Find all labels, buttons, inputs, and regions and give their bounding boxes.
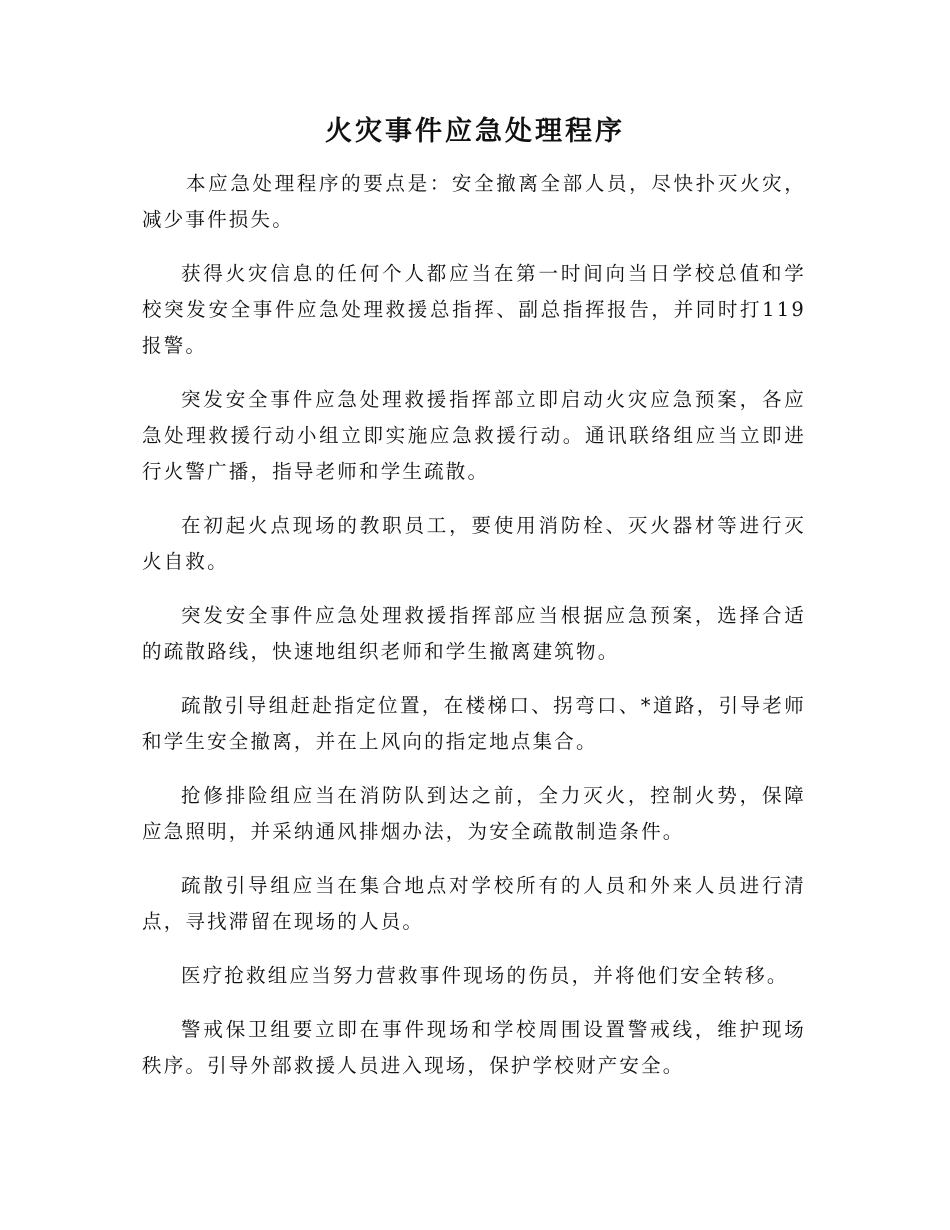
paragraph-self-rescue: 在初起火点现场的教职员工，要使用消防栓、灭火器材等进行灭火自救。: [142, 514, 806, 573]
paragraph-headcount: 疏散引导组应当在集合地点对学校所有的人员和外来人员进行清点，寻找滞留在现场的人员。: [142, 874, 806, 933]
paragraph-security: 警戒保卫组要立即在事件现场和学校周围设置警戒线，维护现场秩序。引导外部救援人员进入现场，保护学校财产安全。: [142, 1018, 806, 1077]
document-title: 火灾事件应急处理程序: [325, 116, 625, 147]
paragraph-evacuation-route: 突发安全事件应急处理救援指挥部应当根据应急预案，选择合适的疏散路线，快速地组织老师和学生撤离建筑物。: [142, 604, 806, 663]
paragraph-medical: 医疗抢救组应当努力营救事件现场的伤员，并将他们安全转移。: [181, 964, 789, 987]
paragraph-intro: 本应急处理程序的要点是：安全撤离全部人员，尽快扑灭火灾，减少事件损失。: [142, 172, 806, 231]
paragraph-repair: 抢修排险组应当在消防队到达之前，全力灭火，控制火势，保障应急照明，并采纳通风排烟办法，为安全疏散制造条件。: [142, 784, 806, 843]
paragraph-report: 获得火灾信息的任何个人都应当在第一时间向当日学校总值和学校突发安全事件应急处理救援总指挥、副总指挥报告，并同时打119报警。: [142, 262, 806, 357]
document-body: [142, 166, 806, 1102]
paragraph-command: 突发安全事件应急处理救援指挥部立即启动火灾应急预案，各应急处理救援行动小组立即实施应急救援行动。通讯联络组应当立即进行火警广播，指导老师和学生疏散。: [142, 388, 806, 483]
paragraph-evacuation-guide: 疏散引导组赶赴指定位置，在楼梯口、拐弯口、*道路，引导老师和学生安全撤离，并在上风向的指定地点集合。: [142, 694, 806, 753]
